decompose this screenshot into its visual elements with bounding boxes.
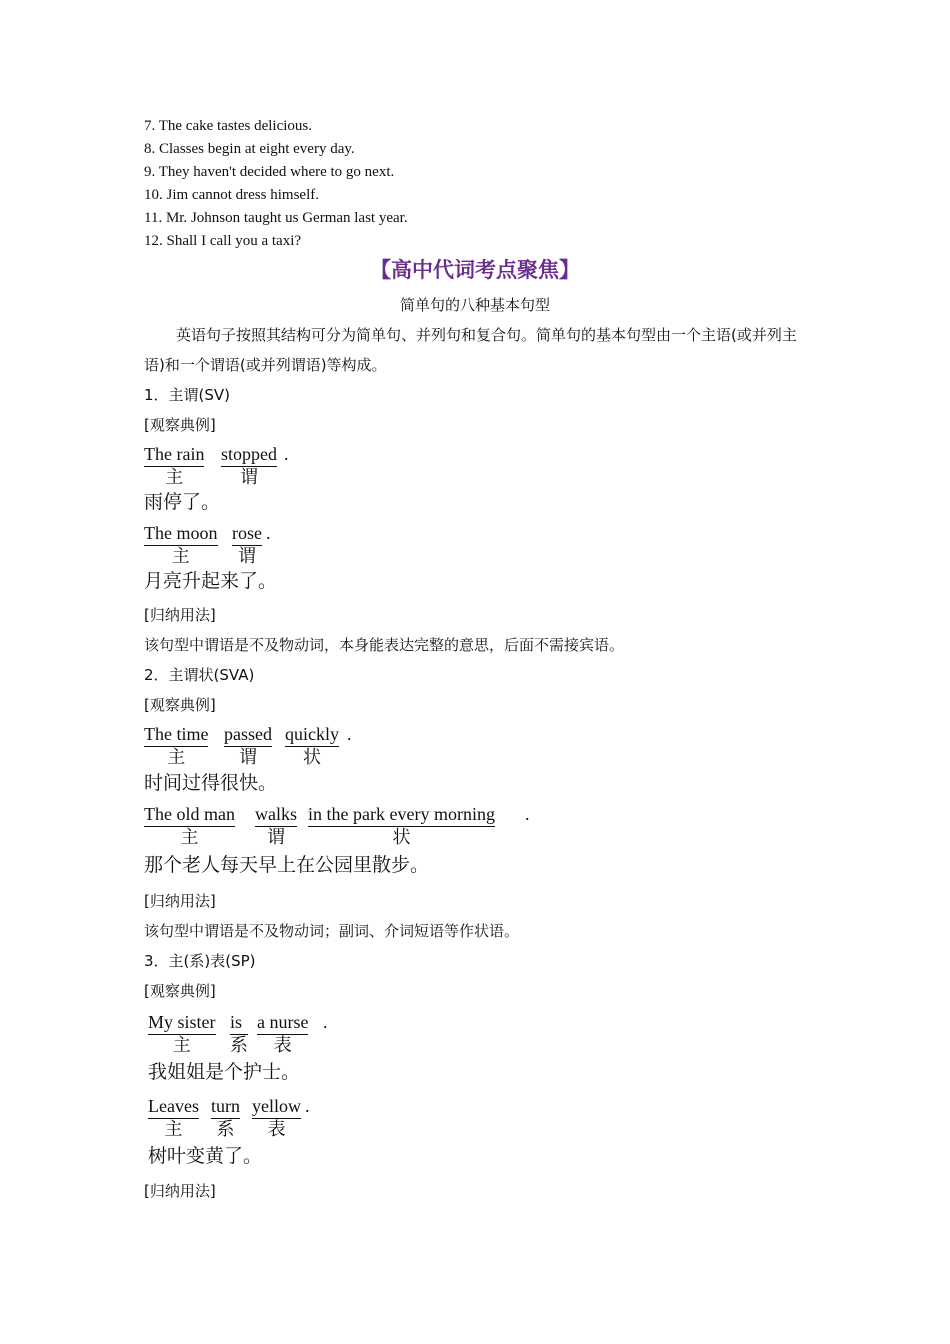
list-item: 10. Jim cannot dress himself. bbox=[144, 187, 319, 203]
sentence-part: quickly 状 bbox=[285, 724, 339, 768]
summary-label: [归纳用法] bbox=[144, 606, 216, 624]
sentence-end: . bbox=[305, 1096, 310, 1116]
pattern-heading: 3．主(系)表(SP) bbox=[144, 952, 256, 970]
sentence-part: turn 系 bbox=[211, 1096, 240, 1140]
sentence-end: . bbox=[284, 444, 289, 464]
sentence-end: . bbox=[266, 523, 271, 543]
pattern-heading: 2．主谓状(SVA) bbox=[144, 666, 255, 684]
example-translation: 月亮升起来了。 bbox=[144, 570, 278, 592]
sentence-part: Leaves 主 bbox=[148, 1096, 199, 1140]
observe-label: [观察典例] bbox=[144, 696, 216, 714]
list-item: 8. Classes begin at eight every day. bbox=[144, 141, 355, 157]
list-item: 11. Mr. Johnson taught us German last year. bbox=[144, 210, 408, 226]
sentence-part: walks 谓 bbox=[255, 804, 297, 848]
example-translation: 时间过得很快。 bbox=[144, 772, 278, 794]
example-sentence bbox=[148, 1012, 368, 1058]
section-subtitle: 简单句的八种基本句型 bbox=[399, 296, 550, 314]
example-translation: 树叶变黄了。 bbox=[148, 1145, 263, 1167]
list-item: 9. They haven't decided where to go next. bbox=[144, 164, 395, 180]
example-translation: 那个老人每天早上在公园里散步。 bbox=[144, 854, 430, 876]
sentence-part: yellow 表 bbox=[252, 1096, 301, 1140]
example-sentence bbox=[148, 1096, 368, 1142]
sentence-part: rose 谓 bbox=[232, 523, 262, 567]
example-translation: 我姐姐是个护士。 bbox=[148, 1061, 301, 1083]
sentence-part: The rain 主 bbox=[144, 444, 205, 488]
summary-label: [归纳用法] bbox=[144, 892, 216, 910]
example-translation: 雨停了。 bbox=[144, 491, 221, 513]
list-item: 7. The cake tastes delicious. bbox=[144, 118, 313, 134]
example-sentence bbox=[144, 523, 344, 569]
section-title: 【高中代词考点聚焦】 bbox=[370, 258, 580, 282]
list-item: 12. Shall I call you a taxi? bbox=[144, 233, 302, 249]
sentence-part: The moon 主 bbox=[144, 523, 218, 567]
sentence-end: . bbox=[347, 724, 352, 744]
pattern-heading: 1．主谓(SV) bbox=[144, 386, 231, 404]
sentence-part: a nurse 表 bbox=[257, 1012, 309, 1056]
intro-paragraph: 英语句子按照其结构可分为简单句、并列句和复合句。简单句的基本句型由一个主语(或并列主语)和一个谓语(或并列谓语)等构成。 bbox=[144, 326, 797, 374]
example-sentence bbox=[144, 724, 404, 770]
sentence-end: . bbox=[323, 1012, 328, 1032]
sentence-part: in the park every morning 状 bbox=[308, 804, 495, 848]
sentence-part: is 系 bbox=[230, 1012, 248, 1056]
sentence-part: passed 谓 bbox=[224, 724, 272, 768]
sentence-part: The time 主 bbox=[144, 724, 209, 768]
summary-text: 该句型中谓语是不及物动词，本身能表达完整的意思，后面不需接宾语。 bbox=[144, 636, 625, 654]
sentence-part: stopped 谓 bbox=[221, 444, 277, 488]
sentence-part: The old man 主 bbox=[144, 804, 235, 848]
observe-label: [观察典例] bbox=[144, 416, 216, 434]
sentence-end: . bbox=[525, 804, 530, 824]
example-sentence bbox=[144, 804, 564, 850]
summary-label: [归纳用法] bbox=[144, 1182, 216, 1200]
summary-text: 该句型中谓语是不及物动词；副词、介词短语等作状语。 bbox=[144, 922, 520, 940]
observe-label: [观察典例] bbox=[144, 982, 216, 1000]
sentence-part: My sister 主 bbox=[148, 1012, 216, 1056]
example-sentence bbox=[144, 444, 344, 490]
